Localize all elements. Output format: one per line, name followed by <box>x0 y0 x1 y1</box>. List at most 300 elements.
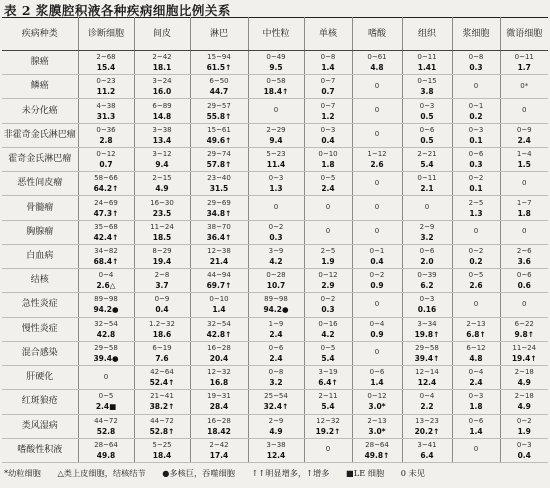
cell-mean: 19.4 <box>152 256 172 266</box>
cell-mean: 15.4 <box>96 63 116 73</box>
cell-range: 0~12 <box>318 271 338 280</box>
cell-range: 3~34 <box>417 319 437 328</box>
table-caption: 表 2 浆膜腔积液各种疾病细胞比例关系 <box>4 3 231 18</box>
disease-name: 白血病 <box>2 244 78 268</box>
cell-range: 0~1 <box>369 246 385 255</box>
table-footnote <box>4 468 548 479</box>
cell-range: 8~29 <box>152 246 172 255</box>
cell-range: 0 <box>473 299 479 308</box>
cell-value <box>134 366 190 390</box>
cell-range: 0~2 <box>468 174 484 183</box>
cell-value <box>500 147 548 171</box>
cell-mean: 1.41 <box>417 63 437 73</box>
cell-value <box>402 99 452 123</box>
cell-mean: 18.1 <box>152 63 172 73</box>
cell-mean: 3.0* <box>368 426 386 436</box>
cell-range: 0 <box>473 445 479 454</box>
cell-value <box>304 438 352 462</box>
cell-mean: 21.4 <box>209 256 229 266</box>
cell-mean: 68.4↑ <box>93 256 119 266</box>
cell-mean: 2.6 <box>469 281 483 291</box>
column-header: 微语细胞 <box>500 18 548 51</box>
disease-name: 急性炎症 <box>2 293 78 317</box>
cell-mean: 0.2 <box>469 111 483 121</box>
cell-mean: 16.0 <box>152 87 172 97</box>
cell-value <box>78 220 134 244</box>
cell-value <box>500 196 548 220</box>
cell-mean: 5.4 <box>321 402 335 412</box>
disease-name: 嗜酸性积液 <box>2 438 78 462</box>
cell-mean: 2.4 <box>269 353 283 363</box>
cell-range: 0 <box>522 227 527 236</box>
cell-value <box>452 196 500 220</box>
table-row <box>2 366 548 390</box>
cell-range: 2~15 <box>152 174 172 183</box>
cell-range: 0~4 <box>369 319 385 328</box>
cell-mean: 55.8↑ <box>206 111 232 121</box>
cell-mean: 49.6↑ <box>206 135 232 145</box>
cell-value <box>500 75 548 99</box>
cell-value <box>304 293 352 317</box>
cell-range: 0~3 <box>516 440 532 449</box>
cell-mean: 0.3 <box>321 305 335 315</box>
cell-range: 16~28 <box>207 343 231 352</box>
cell-value <box>352 293 402 317</box>
cell-mean: 2.9 <box>321 281 335 291</box>
cell-range: 29~58 <box>415 343 439 352</box>
cell-mean: 9.4 <box>155 160 169 170</box>
cell-range: 6~50 <box>209 77 229 86</box>
cell-range: 0~3 <box>268 174 284 183</box>
cell-mean: 49.8 <box>96 450 116 460</box>
cell-value <box>248 51 304 75</box>
cell-value <box>402 75 452 99</box>
cell-mean: 2.1 <box>420 184 434 194</box>
cell-range: 0~3 <box>419 101 435 110</box>
cell-mean: 0.6 <box>517 281 531 291</box>
cell-mean: 1.9 <box>321 256 335 266</box>
cell-range: 0~28 <box>266 271 286 280</box>
column-header: 疾病种类 <box>2 18 78 51</box>
table-row <box>2 244 548 268</box>
cell-range: 0~4 <box>98 271 114 280</box>
cell-mean: 0.4 <box>370 256 384 266</box>
cell-range: 0 <box>522 299 527 308</box>
cell-value <box>500 220 548 244</box>
cell-value <box>352 51 402 75</box>
cell-value <box>452 220 500 244</box>
cell-range: 2~11 <box>318 392 338 401</box>
cell-value <box>352 99 402 123</box>
cell-range: 0~6 <box>468 150 484 159</box>
cell-range: 0~7 <box>320 101 336 110</box>
cell-value <box>78 99 134 123</box>
cell-range: 2~18 <box>514 368 534 377</box>
cell-value <box>190 244 248 268</box>
cell-mean: 36.4↑ <box>206 232 232 242</box>
cell-range: 11~24 <box>150 222 174 231</box>
cell-range: 34~82 <box>94 246 118 255</box>
cell-mean: 19.4↑ <box>511 353 537 363</box>
cell-mean: 13.4 <box>152 135 172 145</box>
cell-value <box>134 220 190 244</box>
cell-range: 0~10 <box>318 150 338 159</box>
cell-mean: 4.8 <box>370 63 384 73</box>
cell-range: 0~2 <box>320 295 336 304</box>
table-row <box>2 172 548 196</box>
cell-mean: 11.2 <box>96 87 116 97</box>
header-row <box>2 18 548 51</box>
cell-value <box>352 196 402 220</box>
cell-mean: 0.3 <box>469 63 483 73</box>
cell-value <box>134 147 190 171</box>
cell-range: 21~41 <box>150 392 174 401</box>
cell-range: 32~54 <box>94 319 118 328</box>
cell-range: 12~32 <box>316 416 340 425</box>
cell-range: 0 <box>325 227 331 236</box>
cell-mean: 6.8↑ <box>466 329 486 339</box>
cell-mean: 4.9 <box>155 184 169 194</box>
cell-range: 2~9 <box>419 222 435 231</box>
cell-mean: 1.7 <box>517 63 531 73</box>
cell-value <box>452 99 500 123</box>
cell-mean: 1.2 <box>321 111 335 121</box>
cell-range: 1~4 <box>516 150 532 159</box>
cell-range: 0~5 <box>320 343 336 352</box>
cell-range: 0~5 <box>98 392 114 401</box>
cell-value <box>500 293 548 317</box>
cell-mean: 1.8 <box>517 208 531 218</box>
cell-mean: 4.2 <box>269 256 283 266</box>
table-row <box>2 51 548 75</box>
cell-range: 2~21 <box>417 150 437 159</box>
cell-value <box>500 366 548 390</box>
cell-mean: 7.6 <box>155 353 169 363</box>
cell-mean: 52.4↑ <box>149 378 175 388</box>
cell-mean: 4.9 <box>517 378 531 388</box>
cell-value <box>190 414 248 438</box>
cell-range: 2~42 <box>209 440 229 449</box>
cell-value <box>134 75 190 99</box>
disease-name: 结核 <box>2 269 78 293</box>
cell-range: 0~11 <box>417 174 437 183</box>
cell-mean: 0.3 <box>469 160 483 170</box>
cell-value <box>78 244 134 268</box>
column-header: 淋巴 <box>190 18 248 51</box>
cell-mean: 94.2● <box>263 305 289 315</box>
cell-value <box>190 196 248 220</box>
cell-value <box>78 317 134 341</box>
cell-mean: 5.4 <box>420 160 434 170</box>
cell-value <box>248 269 304 293</box>
cell-range: 24~69 <box>94 198 118 207</box>
cell-mean: 61.5↑ <box>206 63 232 73</box>
cell-mean: 10.7 <box>266 281 286 291</box>
cell-mean: 4.2 <box>321 329 335 339</box>
cell-range: 29~74 <box>207 150 231 159</box>
cell-value <box>78 172 134 196</box>
cell-value <box>452 51 500 75</box>
cell-range: 0~2 <box>369 271 385 280</box>
cell-range: 3~12 <box>152 150 172 159</box>
disease-name: 非霍奇金氏淋巴瘤 <box>2 123 78 147</box>
cell-range: 44~94 <box>207 271 231 280</box>
cell-value <box>452 75 500 99</box>
cell-range: 0~8 <box>468 53 484 62</box>
cell-range: 0~49 <box>266 53 286 62</box>
table-row <box>2 317 548 341</box>
cell-value <box>78 51 134 75</box>
cell-mean: 42.8 <box>96 329 116 339</box>
cell-mean: 6.4 <box>420 450 434 460</box>
cell-mean: 2.0 <box>420 256 434 266</box>
cell-mean: 20.4 <box>209 353 229 363</box>
cell-range: 29~58 <box>94 343 118 352</box>
cell-range: 0 <box>374 348 380 357</box>
cell-range: 0~11 <box>514 53 534 62</box>
cell-range: 0~16 <box>318 319 338 328</box>
column-header: 组织 <box>402 18 452 51</box>
cell-mean: 1.3 <box>469 208 483 218</box>
cell-value <box>248 438 304 462</box>
cell-mean: 18.4 <box>152 450 172 460</box>
cell-range: 12~14 <box>415 368 439 377</box>
table-row <box>2 75 548 99</box>
cell-value <box>352 317 402 341</box>
cell-value <box>190 172 248 196</box>
cell-value <box>78 293 134 317</box>
cell-value <box>190 390 248 414</box>
cell-mean: 18.5 <box>152 232 172 242</box>
cell-range: 0~4 <box>468 368 484 377</box>
cell-range: 1~7 <box>516 198 532 207</box>
cell-range: 0 <box>374 227 380 236</box>
cell-mean: 2.4 <box>469 378 483 388</box>
cell-value <box>78 414 134 438</box>
cell-range: 4~38 <box>96 101 116 110</box>
cell-value <box>78 196 134 220</box>
cell-value <box>190 220 248 244</box>
cell-value <box>500 244 548 268</box>
cell-value <box>248 317 304 341</box>
cell-value <box>248 99 304 123</box>
disease-name: 胸腺瘤 <box>2 220 78 244</box>
cell-range: 2~9 <box>268 416 284 425</box>
cell-range: 0~6 <box>419 246 435 255</box>
disease-name: 未分化癌 <box>2 99 78 123</box>
cell-mean: 2.8 <box>99 135 113 145</box>
cell-range: 2~13 <box>367 416 387 425</box>
cell-value <box>452 366 500 390</box>
cell-value <box>78 75 134 99</box>
cell-range: 0 <box>374 106 380 115</box>
cell-range: 32~54 <box>207 319 231 328</box>
disease-name: 鳞癌 <box>2 75 78 99</box>
cell-range: 3~41 <box>417 440 437 449</box>
cell-value <box>452 293 500 317</box>
cell-value <box>402 414 452 438</box>
cell-mean: 28.4 <box>209 402 229 412</box>
cell-mean: 42.4↑ <box>93 232 119 242</box>
cell-value <box>304 75 352 99</box>
cell-range: 0~7 <box>320 77 336 86</box>
cell-value <box>304 341 352 365</box>
table-row <box>2 99 548 123</box>
cell-mean: 5.4 <box>321 353 335 363</box>
cell-range: 0~6 <box>369 368 385 377</box>
cell-value <box>452 341 500 365</box>
cell-mean: 39.4● <box>93 353 119 363</box>
cell-value <box>452 172 500 196</box>
cell-range: 15~94 <box>207 53 231 62</box>
cell-value <box>352 269 402 293</box>
cell-value <box>78 341 134 365</box>
cell-range: 0~9 <box>516 125 532 134</box>
cell-range: 5~25 <box>152 440 172 449</box>
cell-range: 0 <box>522 178 527 187</box>
cell-value <box>402 172 452 196</box>
cell-value <box>352 75 402 99</box>
table-row <box>2 147 548 171</box>
cell-mean: 6.2 <box>420 281 434 291</box>
cell-value <box>248 341 304 365</box>
cell-range: 2~8 <box>154 271 170 280</box>
disease-name: 恶性间皮瘤 <box>2 172 78 196</box>
cell-range: 16~30 <box>150 198 174 207</box>
footnote-item: 0 未见 <box>400 468 425 478</box>
cell-mean: 1.4 <box>212 305 226 315</box>
cell-mean: 69.7↑ <box>206 281 232 291</box>
cell-value <box>304 244 352 268</box>
cell-value <box>452 147 500 171</box>
footnote-item: ■LE 细胞 <box>346 468 385 478</box>
cell-range: 0~5 <box>320 174 336 183</box>
cell-value <box>500 341 548 365</box>
cell-value <box>248 220 304 244</box>
footnote-item: ●多核巨，吞噬细胞 <box>162 468 235 478</box>
cell-mean: 12.4 <box>417 378 437 388</box>
cell-range: 0~58 <box>266 77 286 86</box>
cell-value <box>190 123 248 147</box>
cell-range: 2~18 <box>514 392 534 401</box>
footnote-item: △类上皮细胞，结核结节 <box>57 468 146 478</box>
cell-value <box>402 196 452 220</box>
cell-mean: 2.2 <box>420 402 434 412</box>
cell-range: 0~6 <box>419 125 435 134</box>
cell-range: 25~54 <box>264 392 288 401</box>
cell-range: 44~72 <box>150 416 174 425</box>
cell-mean: 19.8↑ <box>414 329 440 339</box>
cell-range: 0~11 <box>417 53 437 62</box>
cell-mean: 47.3↑ <box>93 208 119 218</box>
cell-mean: 6.4↑ <box>318 378 338 388</box>
cell-value <box>402 366 452 390</box>
cell-range: 0 <box>374 299 380 308</box>
cell-range: 0~3 <box>320 125 336 134</box>
cell-mean: 0.7 <box>321 87 335 97</box>
cell-mean: 38.2↑ <box>149 402 175 412</box>
table-row <box>2 341 548 365</box>
cell-value <box>304 220 352 244</box>
cell-value <box>452 244 500 268</box>
cell-value <box>500 172 548 196</box>
cell-range: 2~5 <box>468 198 484 207</box>
cell-range: 1~9 <box>268 319 284 328</box>
cell-value <box>190 438 248 462</box>
cell-value <box>304 196 352 220</box>
cell-range: 3~24 <box>152 77 172 86</box>
cell-value <box>402 269 452 293</box>
footnote-item: *幼粒细胞 <box>4 468 41 478</box>
cell-mean: 1.3 <box>269 184 283 194</box>
cell-value <box>248 75 304 99</box>
column-header: 嗜酸 <box>352 18 402 51</box>
cell-mean: 2.6 <box>370 160 384 170</box>
cell-range: 16~28 <box>207 416 231 425</box>
cell-range: 0~61 <box>367 53 387 62</box>
cell-value <box>248 414 304 438</box>
cell-value <box>500 414 548 438</box>
cell-range: 0~9 <box>154 295 170 304</box>
cell-mean: 52.8 <box>96 426 116 436</box>
cell-range: 29~57 <box>207 101 231 110</box>
cell-mean: 3.7 <box>155 281 169 291</box>
cell-range: 2~29 <box>266 125 286 134</box>
cell-mean: 44.7 <box>209 87 229 97</box>
disease-name: 慢性炎症 <box>2 317 78 341</box>
cell-value <box>402 293 452 317</box>
cell-value <box>500 123 548 147</box>
cell-range: 0 <box>424 203 430 212</box>
cell-value <box>134 293 190 317</box>
cell-range: 1.2~32 <box>149 319 175 328</box>
cell-value <box>134 414 190 438</box>
cell-mean: 52.8↑ <box>149 426 175 436</box>
cell-range: 0~36 <box>96 125 116 134</box>
cell-mean: 0.7 <box>99 160 113 170</box>
cell-value <box>352 172 402 196</box>
cell-mean: 1.9 <box>517 426 531 436</box>
table-row <box>2 269 548 293</box>
cell-mean: 0.1 <box>469 135 483 145</box>
cell-mean: 0.3 <box>269 232 283 242</box>
cell-range: 28~64 <box>365 440 389 449</box>
cell-range: 0~5 <box>468 271 484 280</box>
disease-name: 红斑狼疮 <box>2 390 78 414</box>
cell-value <box>500 317 548 341</box>
cell-value <box>500 269 548 293</box>
cell-value <box>190 366 248 390</box>
cell-mean: 1.4 <box>469 426 483 436</box>
cell-range: 0~15 <box>417 77 437 86</box>
cell-mean: 0.1 <box>469 184 483 194</box>
cell-value <box>248 147 304 171</box>
cell-range: 1~12 <box>367 150 387 159</box>
cell-range: 0~2 <box>516 416 532 425</box>
cell-value <box>248 172 304 196</box>
column-header: 单核 <box>304 18 352 51</box>
cell-mean: 39.4↑ <box>414 353 440 363</box>
cell-mean: 9.4 <box>269 135 283 145</box>
cell-mean: 4.9 <box>269 426 283 436</box>
cell-value <box>134 51 190 75</box>
cell-value <box>452 317 500 341</box>
cell-value <box>500 438 548 462</box>
cell-value <box>134 317 190 341</box>
disease-name: 类风湿病 <box>2 414 78 438</box>
cell-range: 3~38 <box>266 440 286 449</box>
table-row <box>2 293 548 317</box>
